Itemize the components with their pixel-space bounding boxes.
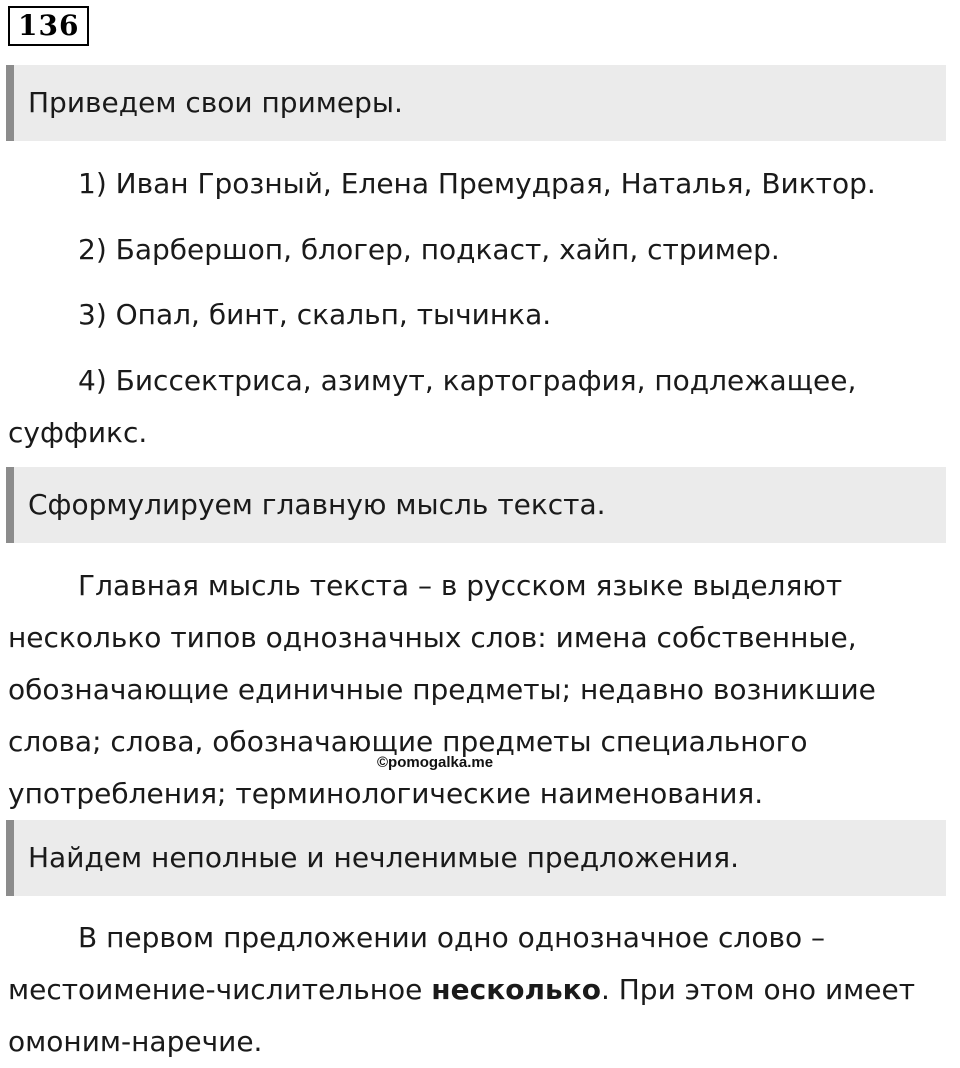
bold-word: несколько	[431, 973, 601, 1006]
final-text-after: . При этом оно имеет омоним-наречие.	[8, 973, 916, 1058]
section-header-sentences	[6, 820, 946, 896]
task-number: 136	[8, 6, 89, 46]
section-title: Найдем неполные и нечленимые предложения.	[28, 841, 739, 874]
final-text-before: В первом предложении одно однозначное слово – местоимение-числительное	[8, 921, 825, 1006]
example-2: 2) Барбершоп, блогер, подкаст, хайп, стример.	[78, 233, 780, 266]
watermark: ©pomogalka.me	[377, 754, 494, 771]
section-title: Сформулируем главную мысль текста.	[28, 488, 606, 521]
example-1: 1) Иван Грозный, Елена Премудрая, Наталья, Виктор.	[78, 167, 876, 200]
section-header-examples	[6, 65, 946, 141]
section-title: Приведем свои примеры.	[28, 86, 403, 119]
example-3: 3) Опал, бинт, скальп, тычинка.	[78, 298, 552, 331]
main-idea-paragraph: Главная мысль текста – в русском языке выделяют несколько типов однозначных слов: имена собственные, обозначающие единичные предметы; недавно возникшие слова; слова, обозначающие предметы специального употребления; терминологические наименования.	[8, 569, 876, 810]
section-header-main-idea	[6, 467, 946, 543]
example-4: 4) Биссектриса, азимут, картография, подлежащее, суффикс.	[8, 364, 857, 449]
final-paragraph	[8, 912, 952, 1068]
